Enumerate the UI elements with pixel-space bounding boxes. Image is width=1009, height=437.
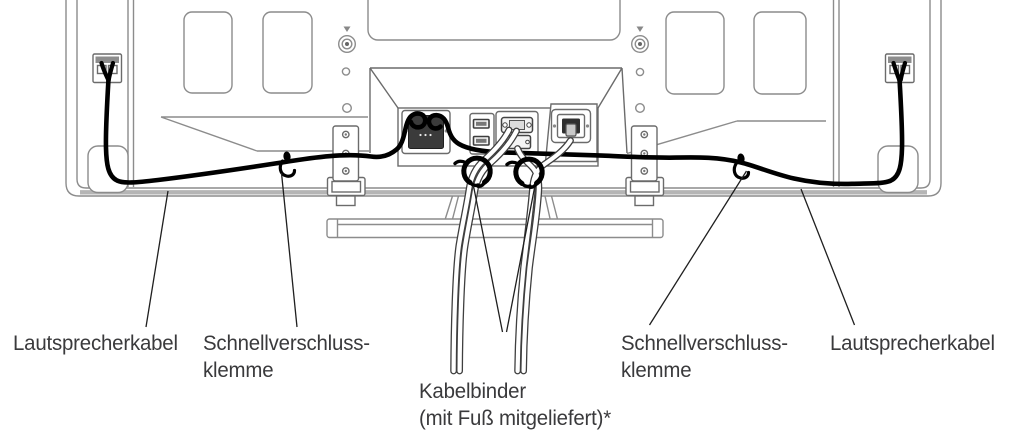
screw-hole xyxy=(636,104,645,113)
screw-hole xyxy=(343,104,352,113)
label-clamp-right-line2: klemme xyxy=(621,358,692,382)
label-clamp-right xyxy=(621,330,788,384)
arrow-marker-icon xyxy=(344,27,351,33)
label-cable-tie-line2: (mit Fuß mitgeliefert)* xyxy=(419,406,611,430)
vent-recess-panels xyxy=(184,0,806,94)
label-clamp-left-line1: Schnellverschluss- xyxy=(203,331,370,355)
antenna-connector-right xyxy=(632,27,649,113)
label-clamp-left-line2: klemme xyxy=(203,358,274,382)
leader-lines xyxy=(146,171,855,332)
stand-bracket-right xyxy=(626,126,664,206)
screw-hole xyxy=(342,68,349,75)
label-speaker-cable-right: Lautsprecherkabel xyxy=(830,331,995,355)
stand-crossbar xyxy=(327,219,663,238)
screw-hole xyxy=(636,68,643,75)
antenna-connector-left xyxy=(339,27,356,113)
label-clamp-left xyxy=(203,330,370,384)
arrow-marker-icon xyxy=(637,27,644,33)
label-cable-tie-line1: Kabelbinder xyxy=(419,379,526,403)
label-cable-tie xyxy=(419,378,611,432)
label-speaker-cable-left: Lautsprecherkabel xyxy=(13,331,178,355)
label-clamp-right-line1: Schnellverschluss- xyxy=(621,331,788,355)
stand-bracket-left xyxy=(328,126,366,206)
